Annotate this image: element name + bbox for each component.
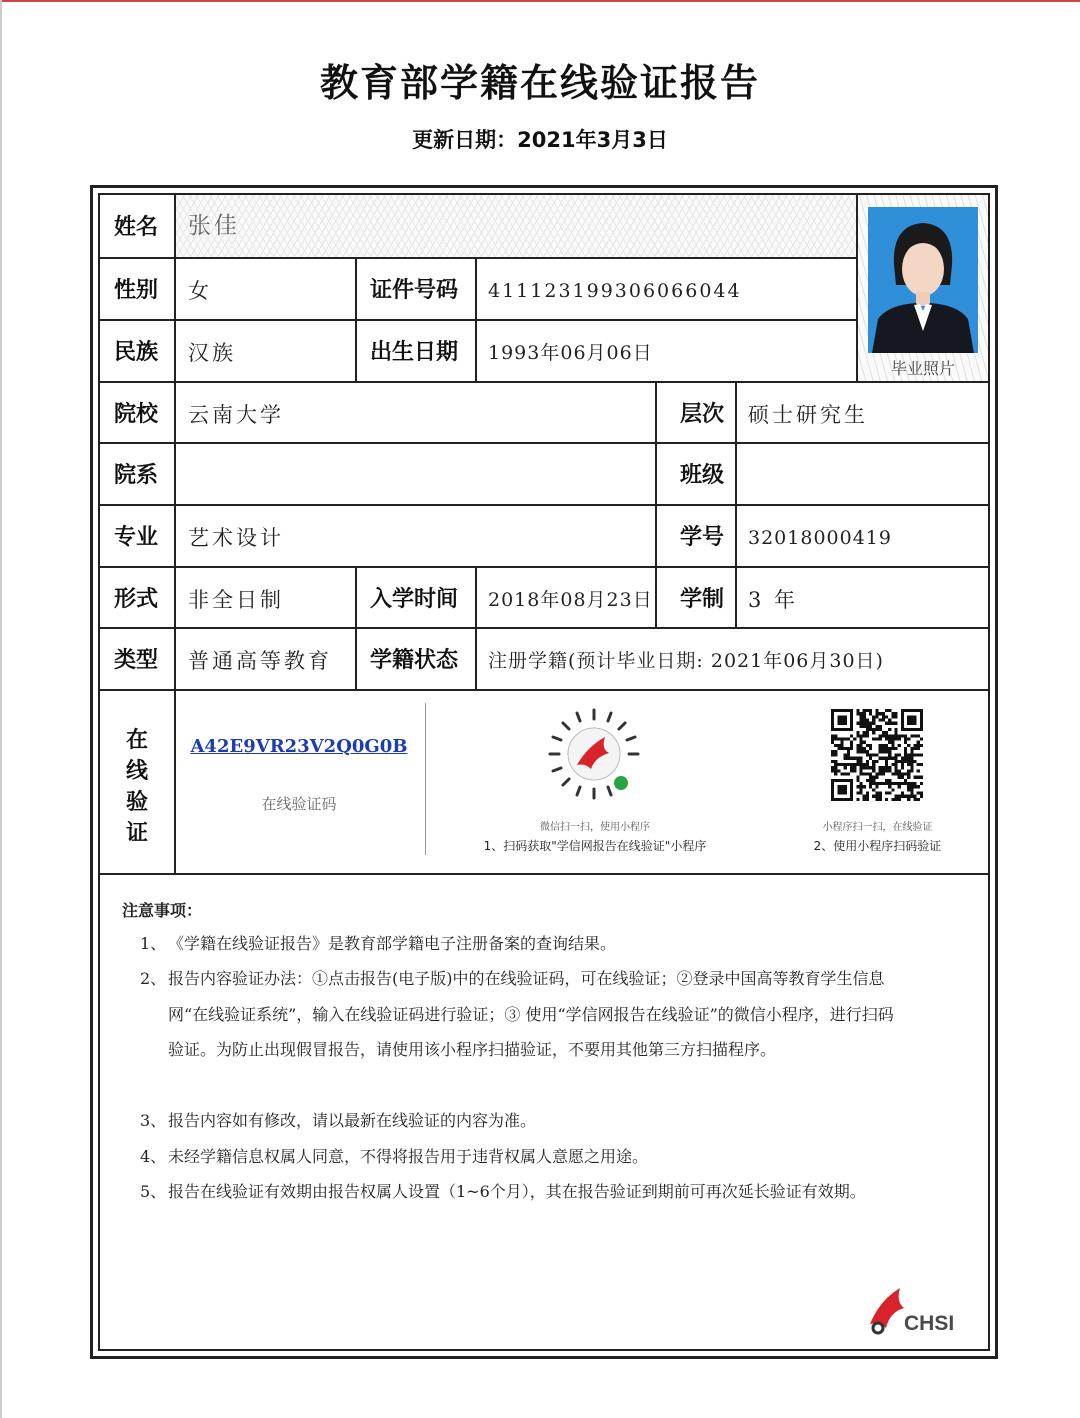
column-divider bbox=[655, 568, 657, 627]
step1-caption: 1、扫码获取"学信网报告在线验证"小程序 bbox=[483, 839, 707, 853]
update-date: 更新日期：2021年3月3日 bbox=[412, 128, 668, 152]
verification-divider bbox=[425, 703, 426, 855]
row-divider bbox=[100, 442, 988, 444]
verification-code-link[interactable]: A42E9VR23V2Q0G0B bbox=[190, 736, 408, 757]
note-item bbox=[140, 961, 910, 1068]
column-divider bbox=[735, 383, 737, 627]
note-item bbox=[140, 926, 910, 962]
graduation-photo bbox=[868, 207, 978, 353]
row-divider bbox=[100, 504, 988, 506]
study-form-label: 形式 bbox=[114, 587, 159, 612]
row-divider bbox=[100, 257, 856, 259]
name-label: 姓名 bbox=[114, 215, 159, 240]
note-item bbox=[140, 1103, 910, 1139]
major-label: 专业 bbox=[114, 525, 159, 550]
column-divider bbox=[475, 568, 477, 689]
ethnicity-value: 汉族 bbox=[188, 341, 236, 365]
row-divider bbox=[100, 689, 988, 691]
page-title: 教育部学籍在线验证报告 bbox=[319, 61, 760, 105]
column-divider bbox=[355, 259, 357, 381]
study-form-value: 非全日制 bbox=[188, 588, 284, 612]
duration-value: 3 年 bbox=[748, 588, 799, 612]
online-verification-label bbox=[100, 725, 174, 849]
chsi-logo-text: CHSI bbox=[904, 1312, 955, 1335]
wechat-scan-hint: 微信扫一扫，使用小程序 bbox=[540, 822, 650, 833]
birth-date-value: 1993年06月06日 bbox=[488, 342, 653, 364]
verification-code-caption: 在线验证码 bbox=[261, 795, 337, 813]
department-label: 院系 bbox=[114, 463, 159, 488]
column-divider bbox=[856, 195, 858, 381]
note-number: 1、 bbox=[140, 934, 167, 953]
level-label: 层次 bbox=[680, 402, 725, 427]
enrollment-status-label: 学籍状态 bbox=[370, 648, 459, 673]
miniprogram-code-icon[interactable] bbox=[547, 707, 641, 801]
note-text: 报告内容验证办法：①点击报告(电子版)中的在线验证码，可在线验证；②登录中国高等教育学生信息网“在线验证系统”，输入在线验证码进行验证；③ 使用“学信网报告在线验证”的微信小程序，进行扫码验证。为防止出现假冒报告，请使用该小程序扫描验证，不要用其他第三方扫描程序。 bbox=[168, 969, 894, 1059]
note-item bbox=[140, 1139, 910, 1175]
birth-date-label: 出生日期 bbox=[370, 340, 459, 365]
note-number: 3、 bbox=[140, 1111, 167, 1130]
enrollment-status-value: 注册学籍(预计毕业日期: 2021年06月30日) bbox=[488, 650, 884, 672]
gender-value: 女 bbox=[188, 279, 212, 303]
left-edge bbox=[0, 0, 2, 1418]
education-type-value: 普通高等教育 bbox=[188, 649, 332, 673]
row-divider bbox=[100, 566, 988, 568]
chsi-logo bbox=[866, 1284, 962, 1336]
note-text: 报告在线验证有效期由报告权属人设置（1~6个月），其在报告验证到期前可再次延长验证有效期。 bbox=[168, 1182, 866, 1201]
top-edge bbox=[0, 0, 1080, 2]
student-number-value: 32018000419 bbox=[748, 527, 892, 549]
enrollment-date-value: 2018年08月23日 bbox=[488, 589, 653, 611]
note-text: 未经学籍信息权属人同意，不得将报告用于违背权属人意愿之用途。 bbox=[168, 1147, 649, 1166]
education-type-label: 类型 bbox=[114, 648, 159, 673]
name-background-pattern bbox=[176, 195, 856, 257]
enrollment-date-label: 入学时间 bbox=[370, 587, 459, 612]
verification-label-text: 在线验证 bbox=[125, 728, 148, 846]
school-label: 院校 bbox=[114, 402, 159, 427]
major-value: 艺术设计 bbox=[188, 526, 284, 550]
step2-caption: 2、使用小程序扫码验证 bbox=[813, 839, 942, 853]
note-number: 5、 bbox=[140, 1182, 167, 1201]
qr-scan-hint: 小程序扫一扫，在线验证 bbox=[822, 822, 933, 833]
duration-label: 学制 bbox=[680, 587, 725, 612]
photo-caption: 毕业照片 bbox=[890, 359, 955, 378]
column-divider bbox=[355, 568, 357, 689]
name-value: 张佳 bbox=[188, 213, 240, 239]
notes-title: 注意事项： bbox=[122, 901, 203, 920]
note-item bbox=[140, 1174, 910, 1210]
row-divider bbox=[100, 381, 988, 383]
note-number: 4、 bbox=[140, 1147, 167, 1166]
row-divider bbox=[100, 319, 856, 321]
student-number-label: 学号 bbox=[680, 525, 725, 550]
column-divider bbox=[655, 383, 657, 566]
ethnicity-label: 民族 bbox=[114, 340, 159, 365]
column-divider bbox=[174, 195, 176, 873]
id-number-label: 证件号码 bbox=[370, 278, 459, 303]
id-number-value: 411123199306066044 bbox=[488, 280, 742, 302]
note-text: 《学籍在线验证报告》是教育部学籍电子注册备案的查询结果。 bbox=[168, 934, 617, 953]
row-divider bbox=[100, 627, 988, 629]
gender-label: 性别 bbox=[114, 278, 159, 303]
note-text: 报告内容如有修改，请以最新在线验证的内容为准。 bbox=[168, 1111, 537, 1130]
row-divider bbox=[100, 873, 988, 875]
column-divider bbox=[475, 259, 477, 381]
qr-code-icon[interactable] bbox=[831, 709, 923, 801]
level-value: 硕士研究生 bbox=[748, 403, 868, 427]
note-number: 2、 bbox=[140, 969, 167, 988]
school-value: 云南大学 bbox=[188, 403, 284, 427]
class-label: 班级 bbox=[680, 463, 725, 488]
